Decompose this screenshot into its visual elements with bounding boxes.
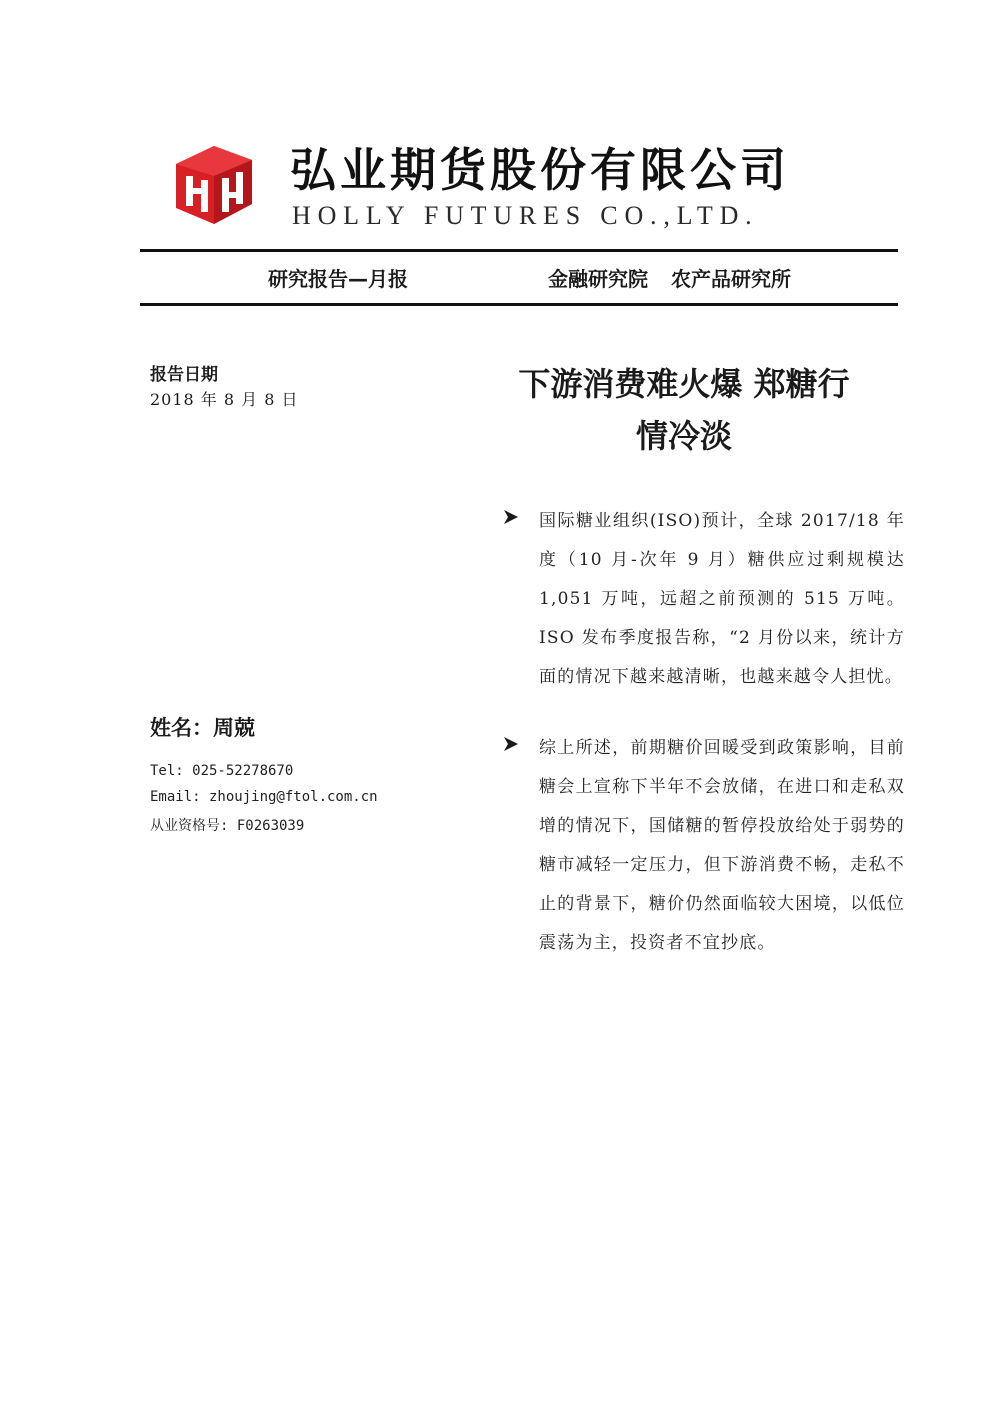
analyst-tel: Tel: 025-52278670 <box>150 763 294 779</box>
arrowhead-bullet-icon <box>502 508 520 526</box>
company-logo <box>168 140 878 232</box>
arrowhead-bullet-icon <box>502 735 520 753</box>
company-name-chinese: 弘业期货股份有限公司 <box>290 143 790 197</box>
analyst-name: 姓名：周兢 <box>150 716 255 740</box>
report-date-label: 报告日期 <box>150 365 218 385</box>
report-title-line-1: 下游消费难火爆 郑糖行 <box>518 365 850 403</box>
company-name-english: HOLLY FUTURES CO.,LTD. <box>292 201 759 230</box>
report-title <box>484 358 884 462</box>
analyst-email: Email: zhoujing@ftol.com.cn <box>150 789 378 805</box>
summary-bullet-text: 国际糖业组织(ISO)预计，全球 2017/18 年度（10 月-次年 9 月）糖供应过剩规模达 1,051 万吨，远超之前预测的 515 万吨。ISO 发布季度报告称，“2 月份以来，统计方面的情况下越来越清晰，也越来越令人担忧。 <box>539 511 905 687</box>
summary-bullet <box>500 729 905 963</box>
analyst-license: 从业资格号: F0263039 <box>150 818 305 834</box>
research-institutes: 金融研究院 农产品研究所 <box>548 267 791 291</box>
summary-bullet <box>500 502 905 697</box>
header-bottom-rule <box>140 303 898 306</box>
report-type: 研究报告—月报 <box>268 267 408 291</box>
report-date-value: 2018 年 8 月 8 日 <box>150 390 299 409</box>
summary-bullet-text: 综上所述，前期糖价回暖受到政策影响，目前糖会上宣称下半年不会放储，在进口和走私双增的情况下，国储糖的暂停投放给处于弱势的糖市减轻一定压力，但下游消费不畅，走私不止的背景下，糖价仍然面临较大困境，以低位震荡为主，投资者不宜抄底。 <box>539 738 905 953</box>
cube-logo-icon <box>168 142 258 226</box>
report-title-line-2: 情冷淡 <box>635 417 732 455</box>
header-top-rule <box>140 249 898 252</box>
